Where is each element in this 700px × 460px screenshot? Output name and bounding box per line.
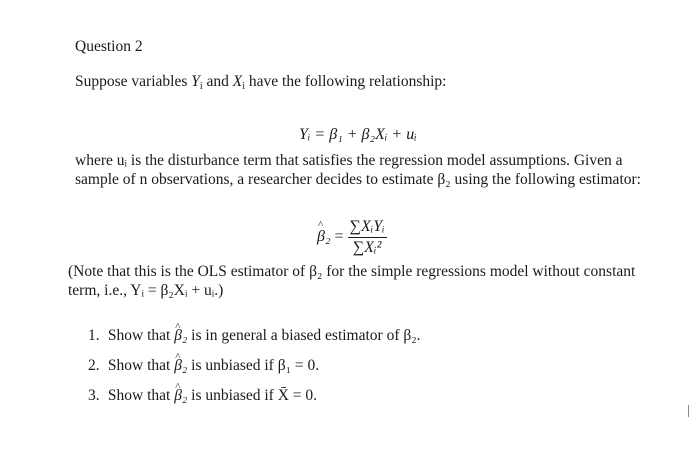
estimator-denominator: ∑Xᵢ²	[352, 239, 382, 256]
variable-x: $X_i$	[232, 73, 246, 92]
task-number: 1.	[88, 327, 100, 344]
task-item-3	[88, 386, 317, 406]
question-title: Question 2	[75, 38, 143, 55]
estimator-numerator: ∑XᵢYᵢ	[348, 218, 387, 238]
task-number: 3.	[88, 387, 100, 404]
intro-line	[75, 72, 447, 97]
task-number: 2.	[88, 357, 100, 374]
beta2-hat-symbol: ^ β₂	[317, 228, 331, 246]
task-text-after: is in general a biased estimator of β₂.	[191, 327, 421, 344]
variable-y: $Y_i$	[191, 73, 203, 92]
model-equation: Yᵢ = β₁ + β₂Xᵢ + uᵢ	[299, 126, 417, 143]
task-item-2	[88, 356, 319, 376]
task-text-after: is unbiased if β₁ = 0.	[191, 357, 320, 374]
note-line-2: term, i.e., Yᵢ = β₂Xᵢ + uᵢ.)	[68, 282, 224, 299]
beta2-hat-symbol: ^ β₂	[174, 356, 187, 376]
task-text-after: is unbiased if X̄ = 0.	[191, 387, 318, 404]
where-line-1: where uᵢ is the disturbance term that satisfies the regression model assumptions. Given a	[75, 152, 623, 169]
estimator-formula	[317, 218, 387, 257]
estimator-equals: =	[334, 228, 344, 246]
beta2-hat-symbol: ^ β₂	[174, 326, 187, 346]
intro-and: and	[206, 73, 229, 90]
text-cursor-mark	[688, 405, 689, 417]
estimator-fraction	[348, 218, 387, 257]
intro-text-after: have the following relationship:	[248, 73, 447, 90]
beta2-hat-symbol: ^ β₂	[174, 386, 187, 406]
task-text-before: Show that	[107, 387, 171, 404]
note-line-1: (Note that this is the OLS estimator of β₂ for the simple regressions model without constant	[68, 263, 636, 280]
intro-text-before: Suppose variables	[75, 73, 188, 90]
where-line-2: sample of n observations, a researcher decides to estimate β₂ using the following estimator:	[75, 171, 641, 188]
task-item-1	[88, 326, 421, 346]
task-text-before: Show that	[107, 357, 171, 374]
task-text-before: Show that	[107, 327, 171, 344]
